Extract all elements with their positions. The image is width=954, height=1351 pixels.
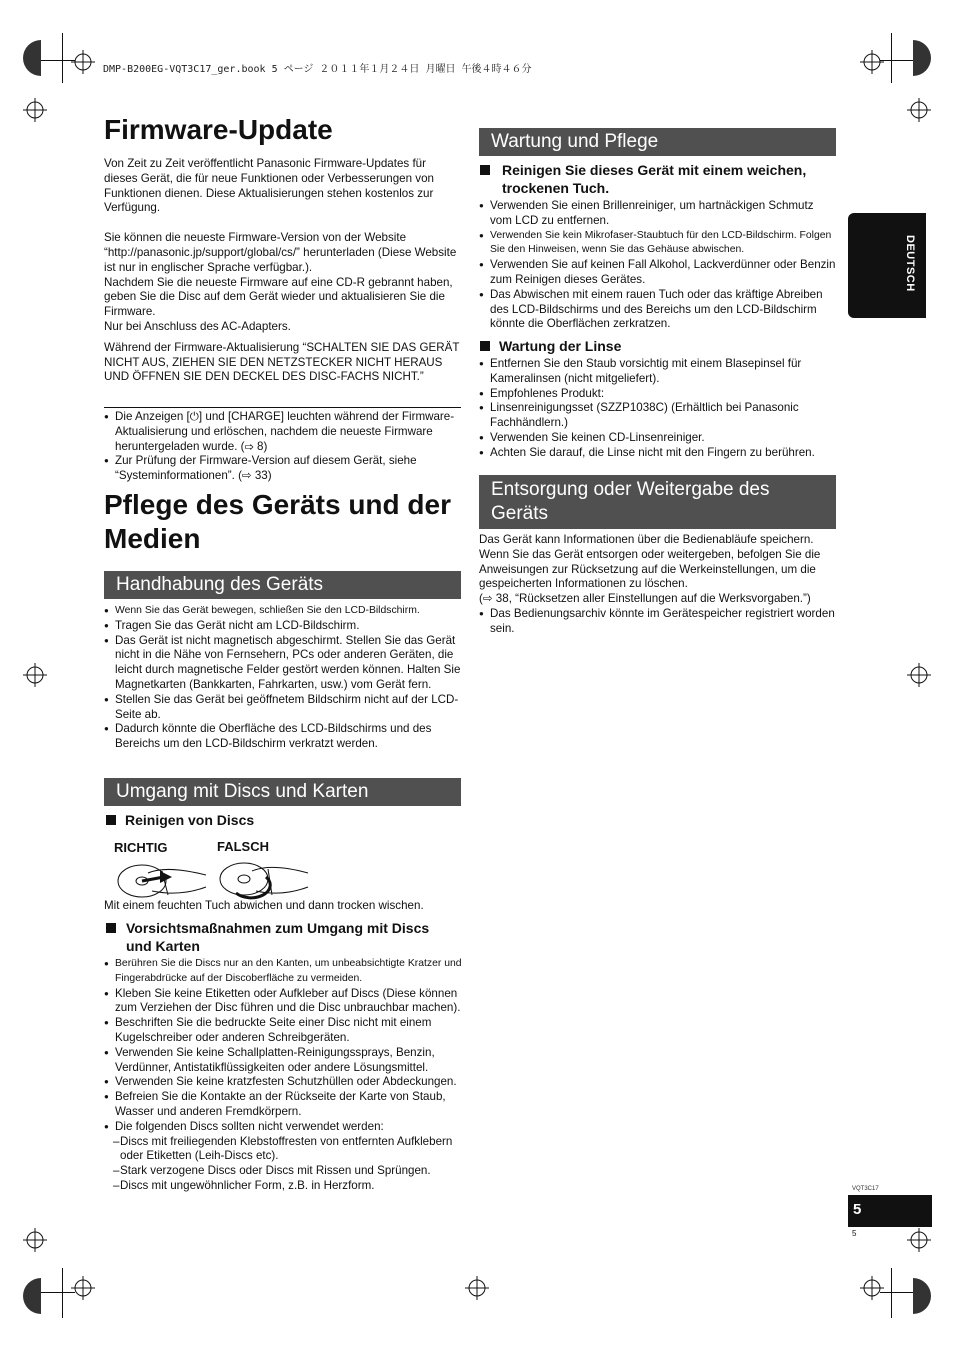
print-info-line: DMP-B200EG-VQT3C17_ger.book 5 ページ ２０１１年１月２４日 月曜日 午後４時４６分 — [103, 64, 532, 75]
registration-mark-icon — [465, 1276, 489, 1300]
registration-mark-icon — [907, 1228, 931, 1252]
disposal-reference: (⇨ 38, “Rücksetzen aller Einstellungen auf die Werksvorgaben.”) — [479, 592, 811, 606]
registration-mark-icon — [23, 1228, 47, 1252]
registration-mark-icon — [23, 663, 47, 687]
list-item: ● Die folgenden Discs sollten nicht verwendet werden: — [104, 1120, 462, 1135]
list-item: – Discs mit freiliegenden Klebstoffresten von entfernten Aufklebern oder Etiketten (Leih-Discs etc). — [104, 1135, 462, 1165]
registration-mark-icon — [71, 1276, 95, 1300]
list-item: ● Die Anzeigen [⏻] und [CHARGE] leuchten während der Firmware-Aktualisierung und erlöschen, nachdem die neueste Firmware heruntergeladen wurde. (⇨ 8) — [104, 410, 462, 454]
list-item: ● Zur Prüfung der Firmware-Version auf diesem Gerät, siehe “Systeminformationen”. (⇨ 33) — [104, 454, 462, 484]
cleaning-subheading: Reinigen von Discs — [106, 811, 254, 829]
firmware-notes — [104, 410, 462, 484]
registration-mark-icon — [71, 50, 95, 74]
color-wheel-icon — [913, 1278, 931, 1314]
handling-heading: Handhabung des Geräts — [104, 571, 461, 599]
list-item: ● Verwenden Sie einen Brillenreiniger, um hartnäckigen Schmutz vom LCD zu entfernen. — [479, 199, 837, 229]
color-wheel-icon — [23, 1278, 41, 1314]
maintenance-heading: Wartung und Pflege — [479, 128, 836, 156]
registration-mark-icon — [907, 663, 931, 687]
firmware-section — [104, 157, 462, 385]
firmware-paragraph: Von Zeit zu Zeit veröffentlicht Panasonic Firmware-Updates für dieses Gerät, die für neue Funktionen oder Verbesserungen von Funktionen dienen. Diese Aktualisierungen stehen kostenlos zur Verfügung. — [104, 157, 434, 215]
disc-wipe-wrong-illustration — [214, 857, 310, 903]
cleaning-text: Mit einem feuchten Tuch abwichen und dann trocken wischen. — [104, 899, 424, 912]
list-item: ● Das Abwischen mit einem rauen Tuch oder das kräftige Abreiben des LCD-Bildschirms und des Bereichs um den LCD-Bildschirm könnte die Oberflächen zerkratzen. — [479, 288, 837, 332]
list-item: ● Linsenreinigungsset (SZZP1038C) (Erhältlich bei Panasonic Fachhändlern.) — [479, 401, 837, 431]
firmware-title: Firmware-Update — [104, 114, 333, 145]
list-item: ● Beschriften Sie die bedruckte Seite einer Disc nicht mit einem Kugelschreiber oder anderen Schreibgeräten. — [104, 1016, 462, 1046]
disposal-heading: Entsorgung oder Weitergabe des Geräts — [479, 475, 836, 529]
list-item: ● Empfohlenes Produkt: — [479, 387, 837, 402]
firmware-paragraph: Während der Firmware-Aktualisierung “SCHALTEN SIE DAS GERÄT NICHT AUS, ZIEHEN SIE DEN NETZSTECKER NICHT HERAUS UND ÖFFNEN SIE DEN DECKEL DES DISC-FACHS NICHT.” — [104, 340, 460, 384]
list-item: ● Das Bedienungsarchiv könnte im Gerätespeicher registriert worden sein. — [479, 607, 837, 637]
list-item: ● Stellen Sie das Gerät bei geöffnetem Bildschirm nicht auf der LCD-Seite ab. — [104, 693, 462, 723]
care-title: Pflege des Geräts und der Medien — [104, 489, 451, 554]
document-code: VQT3C17 — [852, 1186, 879, 1192]
list-item: ● Wenn Sie das Gerät bewegen, schließen Sie den LCD-Bildschirm. — [104, 604, 462, 619]
list-item: ● Entfernen Sie den Staub vorsichtig mit einem Blasepinsel für Kameralinsen (nicht mitgeliefert). — [479, 357, 837, 387]
registration-mark-icon — [860, 50, 884, 74]
list-item: ● Tragen Sie das Gerät nicht am LCD-Bildschirm. — [104, 619, 462, 634]
registration-mark-icon — [23, 98, 47, 122]
disc-wipe-correct-illustration — [112, 857, 208, 903]
precautions-list — [104, 957, 462, 1194]
list-item: ● Verwenden Sie keine kratzfesten Schutzhüllen oder Abdeckungen. — [104, 1075, 462, 1090]
disposal-section — [479, 533, 837, 637]
list-item: ● Kleben Sie keine Etiketten oder Aufkleber auf Discs (Diese können zum Verziehen der Disc führen und die Disc unbrauchbar machen). — [104, 987, 462, 1017]
list-item: ● Verwenden Sie keine Schallplatten-Reinigungssprays, Benzin, Verdünner, Antistatikflüssigkeiten oder andere Lösungsmittel. — [104, 1046, 462, 1076]
language-tab: DEUTSCH — [848, 213, 926, 318]
registration-mark-icon — [907, 98, 931, 122]
clean-subheading: Reinigen Sie dieses Gerät mit einem weichen, trockenen Tuch. — [480, 161, 830, 197]
list-item: ● Verwenden Sie keinen CD-Linsenreiniger. — [479, 431, 837, 446]
lens-list — [479, 357, 837, 461]
list-item: ● Verwenden Sie kein Mikrofaser-Staubtuch für den LCD-Bildschirm. Folgen Sie den Hinweisen, wenn Sie das Gehäuse abwischen. — [479, 229, 837, 259]
divider — [104, 407, 461, 408]
discs-heading: Umgang mit Discs und Karten — [104, 778, 461, 806]
page-number: 5 — [848, 1195, 932, 1227]
label-wrong: FALSCH — [217, 839, 269, 854]
list-item: ● Das Gerät ist nicht magnetisch abgeschirmt. Stellen Sie das Gerät nicht in die Nähe von Fernsehern, PCs oder anderen Geräten, die leicht durch magnetische Felder gestört werden können. Halten Sie Magnetkarten (Bankkarten, Fahrkarten, usw.) vom Gerät fern. — [104, 634, 462, 693]
label-right: RICHTIG — [114, 840, 168, 855]
list-item: ● Dadurch könnte die Oberfläche des LCD-Bildschirms und des Bereichs um den LCD-Bildschirm verkratzt werden. — [104, 722, 462, 752]
footer-number: 5 — [852, 1229, 857, 1238]
registration-mark-icon — [860, 1276, 884, 1300]
list-item: ● Verwenden Sie auf keinen Fall Alkohol, Lackverdünner oder Benzin zum Reinigen dieses Gerätes. — [479, 258, 837, 288]
disposal-text: Das Gerät kann Informationen über die Bedienabläufe speichern. Wenn Sie das Gerät entsorgen oder weitergeben, befolgen Sie die Anweisungen zur Rücksetzung auf die Werkeinstellungen, um die gespeicherten Informationen zu löschen. — [479, 533, 821, 591]
list-item: – Stark verzogene Discs oder Discs mit Rissen und Sprüngen. — [104, 1164, 462, 1179]
clean-list — [479, 199, 837, 332]
color-wheel-icon — [23, 40, 41, 76]
precautions-subheading: Vorsichtsmaßnahmen zum Umgang mit Discs und Karten — [106, 919, 456, 955]
list-item: ● Befreien Sie die Kontakte an der Rückseite der Karte von Staub, Wasser und anderen Fremdkörpern. — [104, 1090, 462, 1120]
firmware-paragraph: Nur bei Anschluss des AC-Adapters. — [104, 319, 291, 333]
firmware-paragraph: Nachdem Sie die neueste Firmware auf eine CD-R gebrannt haben, geben Sie die Disc auf dem Gerät wieder und aktualisieren Sie die Firmware. — [104, 275, 453, 319]
list-item: ● Berühren Sie die Discs nur an den Kanten, um unbeabsichtigte Kratzer und Fingerabdrücke auf der Discoberfläche zu vermeiden. — [104, 957, 462, 987]
lens-subheading: Wartung der Linse — [480, 337, 621, 355]
list-item: ● Achten Sie darauf, die Linse nicht mit den Fingern zu berühren. — [479, 446, 837, 461]
color-wheel-icon — [913, 40, 931, 76]
handling-list — [104, 604, 462, 752]
firmware-paragraph: Sie können die neueste Firmware-Version von der Website “http://panasonic.jp/support/global/cs/” herunterladen (Diese Website ist nur in englischer Sprache verfügbar.). — [104, 231, 457, 274]
list-item: – Discs mit ungewöhnlicher Form, z.B. in Herzform. — [104, 1179, 462, 1194]
